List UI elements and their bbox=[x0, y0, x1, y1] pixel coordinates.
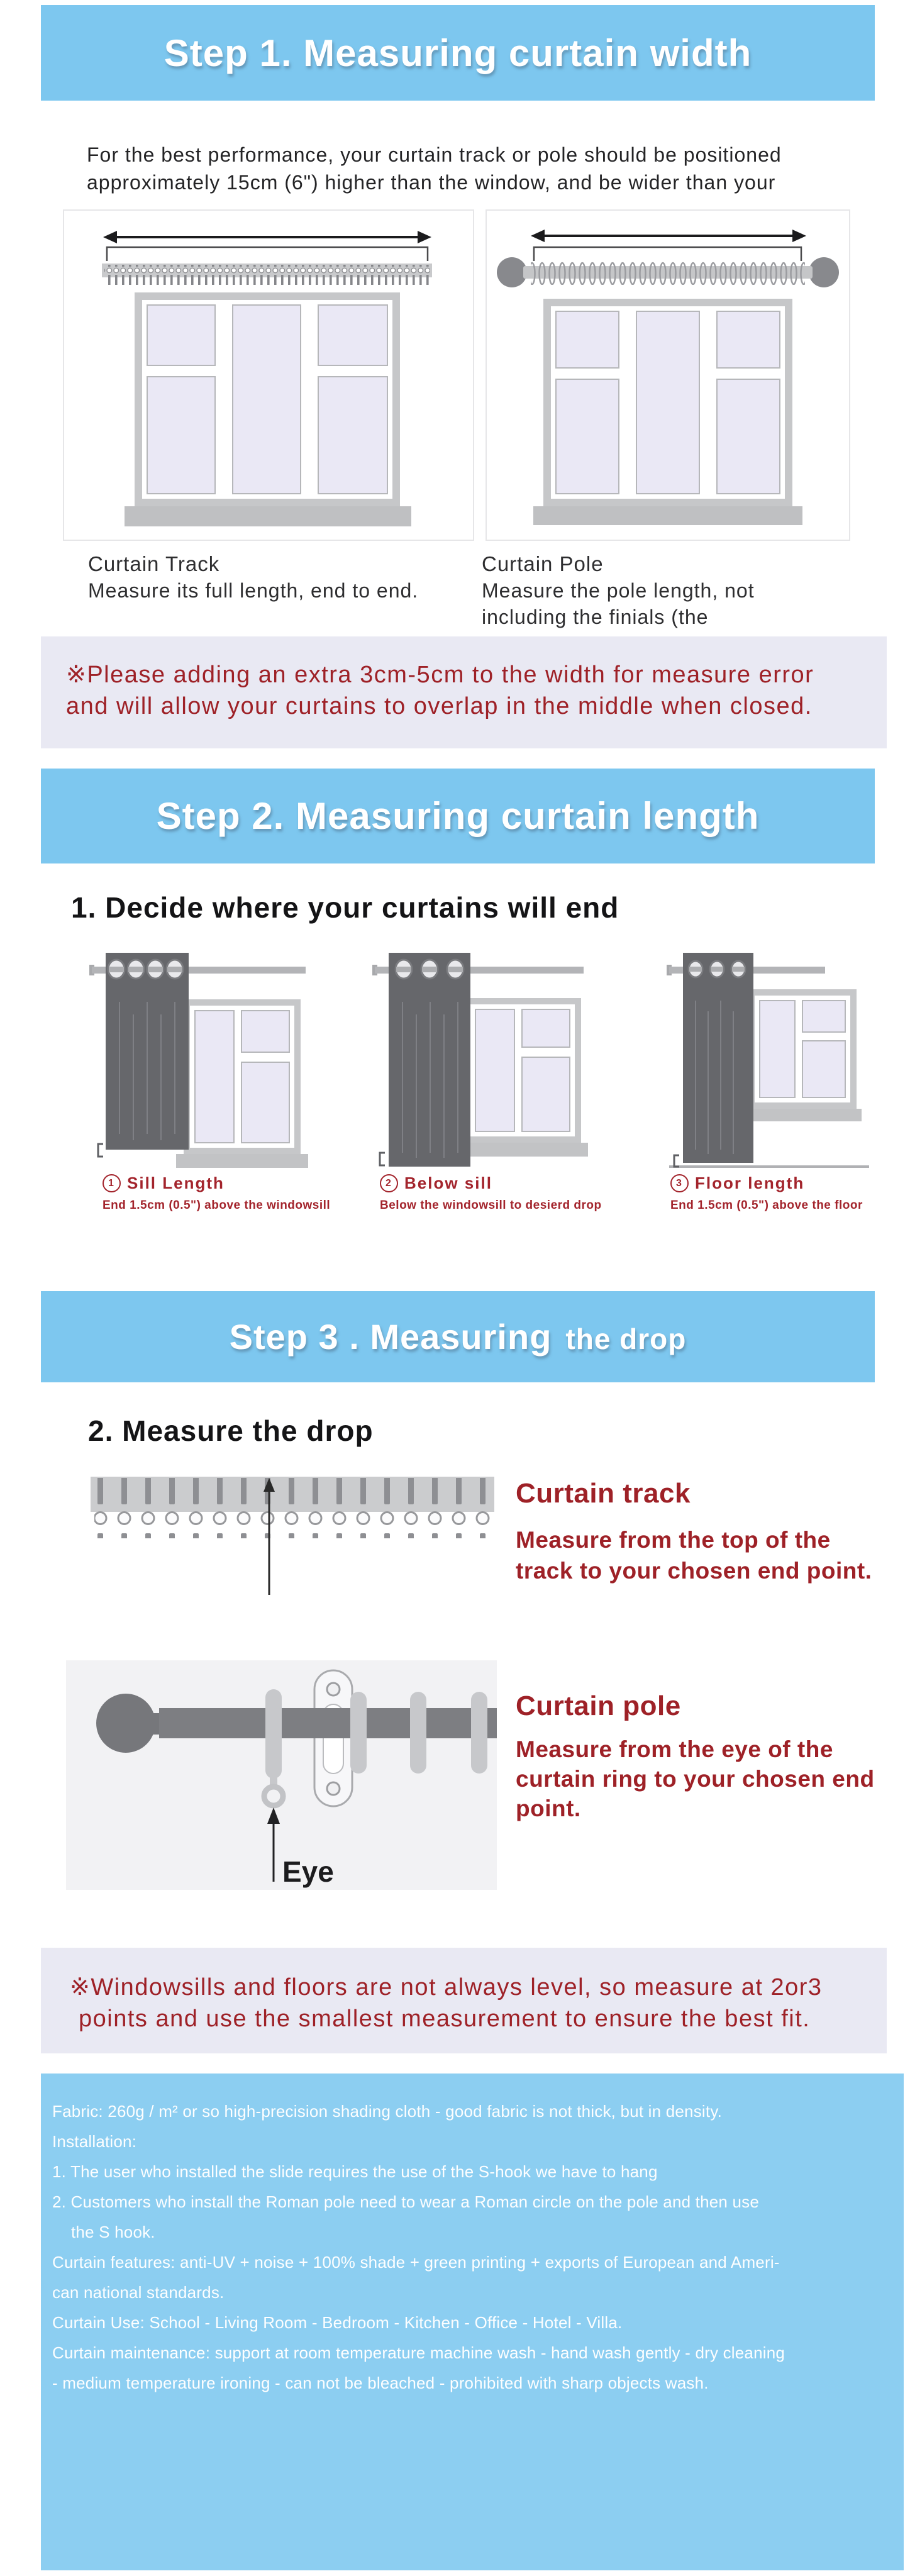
pole-drop-text bbox=[516, 1735, 875, 1823]
footer-line: can national standards. bbox=[52, 2283, 225, 2302]
option-desc: End 1.5cm (0.5") above the windowsill bbox=[103, 1199, 331, 1212]
floor-length-diagram bbox=[667, 945, 874, 1170]
pole-drop-line2: curtain ring to your chosen end bbox=[516, 1766, 875, 1792]
window-icon bbox=[533, 299, 802, 525]
pole-caption-title: Curtain Pole bbox=[482, 552, 604, 575]
track-caption-line: Measure its full length, end to end. bbox=[88, 579, 419, 602]
gap-bracket-icon bbox=[674, 1155, 679, 1167]
width-note bbox=[41, 636, 887, 748]
footer-line: - medium temperature ironing - can not be bleached - prohibited with sharp objects wash. bbox=[52, 2373, 709, 2392]
step3-header-main: Step 3 . Measuring bbox=[229, 1317, 552, 1357]
footer-line: Curtain features: anti-UV + noise + 100% shade + green printing + exports of European and Ameri- bbox=[52, 2253, 780, 2272]
step1-header-band bbox=[41, 5, 875, 101]
level-note bbox=[41, 1948, 887, 2053]
track-drop-text bbox=[516, 1524, 872, 1586]
width-note-line1: ※Please adding an extra 3cm-5cm to the width for measure error bbox=[66, 662, 814, 688]
pole-drop-line1: Measure from the eye of the bbox=[516, 1736, 833, 1762]
product-details-footer bbox=[41, 2074, 904, 2570]
option-desc: Below the windowsill to desierd drop bbox=[380, 1199, 602, 1212]
below-sill-diagram-svg bbox=[371, 945, 588, 1170]
step1-intro-line1: For the best performance, your curtain track or pole should be positioned bbox=[87, 143, 782, 166]
track-drop-diagram bbox=[88, 1470, 497, 1599]
window-icon bbox=[125, 292, 411, 526]
step3-header-band bbox=[41, 1291, 875, 1382]
footer-line: Installation: bbox=[52, 2132, 137, 2151]
floor-length-diagram-svg bbox=[667, 945, 874, 1170]
circled-number-icon: 1 bbox=[103, 1174, 121, 1192]
step1-intro bbox=[87, 141, 782, 196]
pole-drop-title: Curtain pole bbox=[516, 1690, 681, 1721]
track-drop-line1: Measure from the top of the bbox=[516, 1527, 831, 1553]
gap-bracket-icon bbox=[98, 1144, 103, 1157]
window-icon bbox=[176, 999, 308, 1168]
pole-caption-line1: Measure the pole length, not bbox=[482, 579, 755, 602]
pole-caption-line2: including the finials (the bbox=[482, 606, 709, 628]
footer-line: the S hook. bbox=[71, 2223, 155, 2241]
footer-line: 2. Customers who install the Roman pole need to wear a Roman circle on the pole and then use bbox=[52, 2192, 760, 2211]
width-measure-arrow bbox=[531, 230, 806, 261]
option-title: Floor length bbox=[695, 1174, 805, 1192]
curtain-icon bbox=[389, 953, 470, 1167]
sill-length-diagram bbox=[88, 945, 314, 1170]
footer-line: 1. The user who installed the slide requires the use of the S-hook we have to hang bbox=[52, 2162, 658, 2181]
below-sill-caption bbox=[380, 1174, 602, 1213]
sill-length-caption bbox=[103, 1174, 330, 1213]
step2-subheading: 1. Decide where your curtains will end bbox=[71, 891, 619, 924]
option-title: Sill Length bbox=[127, 1174, 225, 1192]
option-title: Below sill bbox=[404, 1174, 492, 1192]
curtain-track-icon bbox=[102, 264, 432, 285]
curtain-icon bbox=[106, 953, 189, 1150]
pole-drop-diagram-svg bbox=[66, 1660, 497, 1890]
curtain-track-window-diagram bbox=[64, 211, 473, 540]
option-desc: End 1.5cm (0.5") above the floor bbox=[670, 1199, 863, 1212]
floor-length-caption bbox=[670, 1174, 863, 1213]
curtain-icon bbox=[683, 953, 753, 1163]
track-caption bbox=[88, 551, 418, 604]
width-note-line2: and will allow your curtains to overlap in the middle when closed. bbox=[66, 693, 813, 719]
step1-header-title: Step 1. Measuring curtain width bbox=[164, 31, 752, 74]
level-note-line1: ※Windowsills and floors are not always level, so measure at 2or3 bbox=[70, 1974, 823, 2001]
gap-bracket-icon bbox=[380, 1153, 385, 1165]
footer-text bbox=[41, 2074, 904, 2398]
step3-header-sub: the drop bbox=[565, 1323, 687, 1355]
footer-line: Fabric: 260g / m² or so high-precision shading cloth - good fabric is not thick, but in density. bbox=[52, 2102, 723, 2121]
track-drop-line2: track to your chosen end point. bbox=[516, 1558, 872, 1584]
track-drop-title: Curtain track bbox=[516, 1478, 691, 1509]
curtain-pole-icon bbox=[497, 257, 839, 287]
step3-subheading: 2. Measure the drop bbox=[88, 1414, 374, 1447]
pole-drop-line3: point. bbox=[516, 1796, 581, 1821]
circled-number-icon: 3 bbox=[670, 1174, 689, 1192]
step1-intro-line2: approximately 15cm (6") higher than the window, and be wider than your bbox=[87, 171, 776, 194]
pole-caption bbox=[482, 551, 755, 630]
ring-eye-icon bbox=[264, 1787, 283, 1806]
circled-number-icon: 2 bbox=[380, 1174, 398, 1192]
curtain-track-diagram-box bbox=[63, 209, 474, 541]
step2-header-band bbox=[41, 769, 875, 863]
below-sill-diagram bbox=[371, 945, 588, 1170]
grommets-icon bbox=[396, 960, 463, 979]
level-note-line2: points and use the smallest measurement to ensure the best fit. bbox=[79, 2006, 811, 2032]
footer-line: Curtain Use: School - Living Room - Bedroom - Kitchen - Office - Hotel - Villa. bbox=[52, 2313, 623, 2332]
pole-drop-diagram bbox=[66, 1660, 497, 1890]
footer-line: Curtain maintenance: support at room temperature machine wash - hand wash gently - dry cleaning bbox=[52, 2343, 785, 2362]
eye-label: Eye bbox=[282, 1855, 334, 1888]
curtain-pole-diagram-box bbox=[486, 209, 850, 541]
sill-length-diagram-svg bbox=[88, 945, 314, 1170]
window-icon bbox=[742, 989, 862, 1121]
track-caption-title: Curtain Track bbox=[88, 552, 220, 575]
step2-header-title: Step 2. Measuring curtain length bbox=[156, 795, 760, 837]
curtain-pole-window-diagram bbox=[487, 211, 849, 540]
track-drop-diagram-svg bbox=[88, 1470, 497, 1599]
window-icon bbox=[457, 998, 588, 1157]
grommets-icon bbox=[689, 961, 745, 977]
width-measure-arrow bbox=[103, 231, 431, 261]
